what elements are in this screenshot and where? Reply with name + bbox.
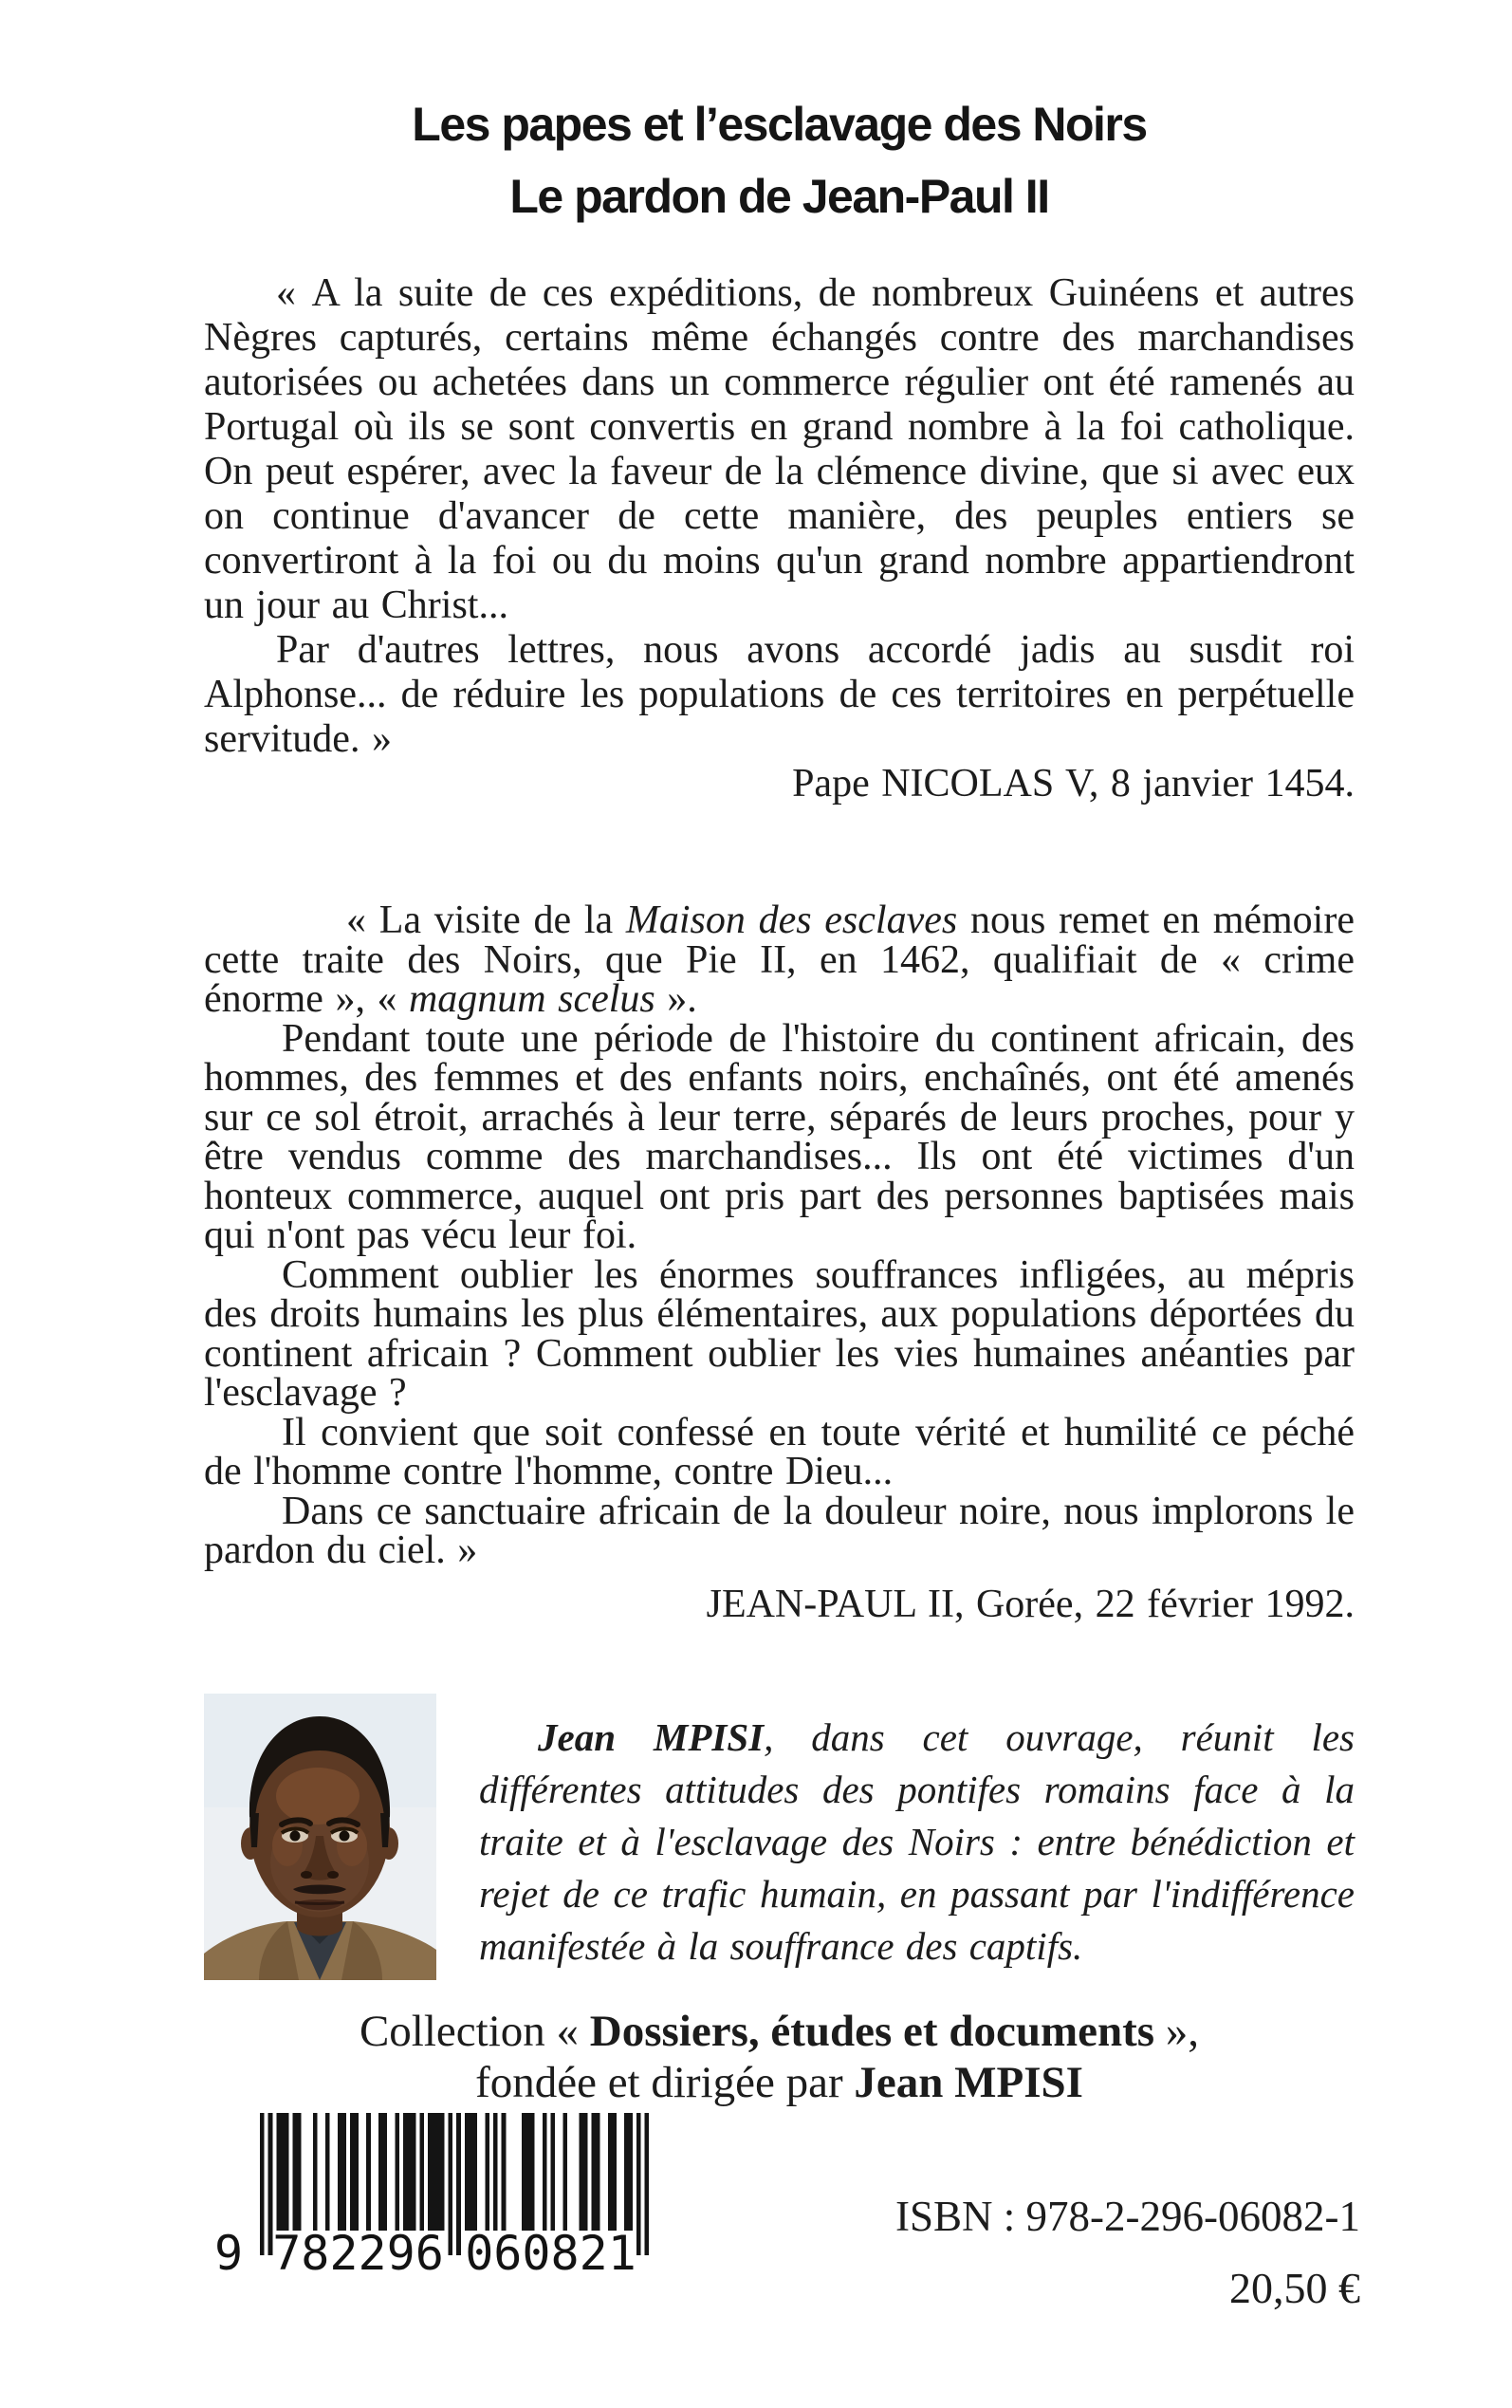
quote-jp2-paragraph-5: Dans ce sanctuaire africain de la douleur noire, nous implorons le pardon du ciel. » — [204, 1489, 1355, 1572]
author-portrait-image — [204, 1694, 436, 1980]
collection-block — [204, 2006, 1355, 2108]
collection-line1: Collection « Dossiers, études et documents », — [359, 2007, 1200, 2056]
quote-jp2-paragraph-2: Pendant toute une période de l'histoire du continent africain, des hommes, des femmes et des enfants noirs, enchaînés, ont été amenés sur ce sol étroit, arrachés à leur terre, séparés de leurs proches, pour y être vendus comme des marchandises... Ils ont été victimes d'un honteux commerce, auquel ont pris part des personnes baptisées mais qui n'ont pas vécu leur foi. — [204, 1016, 1355, 1257]
author-bio: Jean MPISI, dans cet ouvrage, réunit les différentes attitudes des pontifes romains face à la traite et à l'esclavage des Noirs : entre bénédiction et rejet de ce trafic humain, en passant par l'indifférence manifestée à la souffrance des captifs. — [479, 1715, 1355, 1968]
book-title-line2: Le pardon de Jean-Paul II — [509, 170, 1049, 223]
price-text: 20,50 € — [1229, 2264, 1360, 2312]
barcode-digits-left: 782296 — [272, 2226, 444, 2281]
author-photo — [204, 1694, 436, 1980]
collection-line2: fondée et dirigée par Jean MPISI — [475, 2058, 1083, 2107]
title-block — [204, 97, 1355, 224]
quote-nicolas-paragraph-2: Par d'autres lettres, nous avons accordé jadis au susdit roi Alphonse... de réduire les populations de ces territoires en perpétuelle servitude. » — [204, 628, 1355, 761]
quote-nicolas-paragraph-1: « A la suite de ces expéditions, de nombreux Guinéens et autres Nègres capturés, certains même échangés contre des marchandises autorisées ou achetées dans un commerce régulier ont été ramenés au Portugal où ils se sont convertis en grand nombre à la foi catholique. On peut espérer, avec la faveur de la clémence divine, que si avec eux on continue d'avancer de cette manière, des peuples entiers se convertiront à la foi ou du moins qu'un grand nombre appartiendront un jour au Christ... — [204, 271, 1355, 627]
quote-jp2-paragraph-1: « La visite de la Maison des esclaves nous remet en mémoire cette traite des Noirs, que Pie II, en 1462, qualifiait de « crime énorme », « magnum scelus ». — [204, 898, 1355, 1021]
barcode-digit-first: 9 — [214, 2226, 244, 2281]
quote-nicolas-v — [204, 271, 1355, 806]
book-title-line1: Les papes et l’esclavage des Noirs — [412, 98, 1147, 151]
barcode-digits-right: 060821 — [465, 2226, 636, 2281]
isbn-text: ISBN : 978-2-296-06082-1 — [895, 2193, 1360, 2240]
barcode — [214, 2113, 649, 2284]
quote-jp2-attribution: JEAN-PAUL II, Gorée, 22 février 1992. — [706, 1582, 1355, 1626]
quote-jp2-paragraph-4: Il convient que soit confessé en toute vérité et humilité ce péché de l'homme contre l'homme, contre Dieu... — [204, 1410, 1355, 1493]
isbn-price-block — [895, 2194, 1360, 2311]
quote-nicolas-attribution: Pape NICOLAS V, 8 janvier 1454. — [792, 762, 1355, 806]
quote-jp2-paragraph-3: Comment oublier les énormes souffrances infligées, au mépris des droits humains les plus élémentaires, aux populations déportées du continent africain ? Comment oublier les vies humaines anéanties par l'esclavage ? — [204, 1252, 1355, 1415]
quote-jean-paul-ii — [204, 898, 1355, 1627]
